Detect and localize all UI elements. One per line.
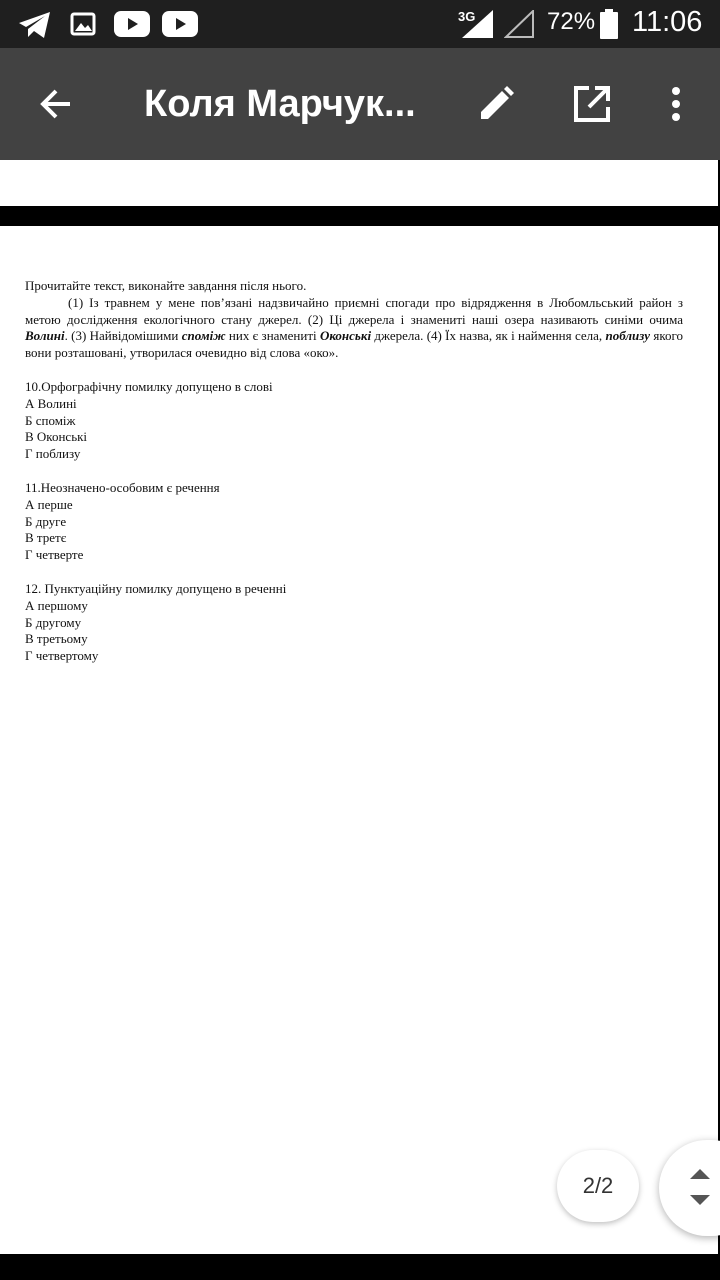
answer-option: В третьому xyxy=(25,631,88,647)
answer-option: А першому xyxy=(25,597,88,613)
clock: 11:06 xyxy=(632,6,703,38)
highlighted-word: Оконські xyxy=(319,328,372,344)
answer-option: Г поблизу xyxy=(25,446,81,462)
question-10 xyxy=(25,379,683,463)
answer-option: Б другому xyxy=(25,614,82,630)
current-page xyxy=(0,226,718,1254)
open-external-button[interactable] xyxy=(564,76,620,132)
battery-icon xyxy=(600,9,618,39)
answer-option: А Волині xyxy=(25,395,77,411)
page-content xyxy=(25,278,683,665)
answer-option: В третє xyxy=(25,530,67,546)
pencil-icon xyxy=(477,85,515,123)
battery-percent: 72% xyxy=(547,8,596,35)
youtube-icon xyxy=(114,11,150,37)
document-title: Коля Марчук... xyxy=(144,83,416,125)
arrow-back-icon xyxy=(39,87,73,121)
passage: (1) Із травнем у мене пов’язані надзвичайно приємні спогади про відрядження в Любомльський район з метою дослідження екологічного стану джерел. (2) Ці джерела і знамениті наші озера називають синіми очима Волині. (3) Найвідомішими споміж них є знамениті Оконські джерела. (4) Їх назва, як і наймення села, поблизу якого вони розташовані, утворилася очевидно від слова «око». xyxy=(25,294,684,361)
answer-option: Б друге xyxy=(25,513,67,529)
previous-page xyxy=(0,160,718,206)
page-indicator: 2/2 xyxy=(557,1150,639,1222)
answer-option: Б споміж xyxy=(25,412,76,428)
signal-empty-icon xyxy=(504,10,534,38)
scroll-updown-icon xyxy=(689,1167,711,1207)
answer-option: Г четверте xyxy=(25,547,84,563)
image-icon xyxy=(70,12,96,36)
youtube-icon xyxy=(162,11,198,37)
more-menu-button[interactable] xyxy=(648,76,704,132)
question-title: 12. Пунктуаційну помилку допущено в реченні xyxy=(25,580,287,596)
answer-option: В Оконські xyxy=(25,429,88,445)
more-vert-icon xyxy=(671,87,681,121)
intro-text: Прочитайте текст, виконайте завдання після нього. xyxy=(25,278,307,293)
answer-option: А перше xyxy=(25,496,73,512)
status-bar xyxy=(0,0,720,48)
answer-option: Г четвертому xyxy=(25,648,99,664)
signal-icon xyxy=(462,10,494,38)
document-viewer[interactable] xyxy=(0,160,720,1254)
back-button[interactable] xyxy=(28,76,84,132)
app-bar xyxy=(0,48,720,160)
telegram-icon xyxy=(18,11,52,39)
question-11 xyxy=(25,480,683,564)
question-12 xyxy=(25,581,683,665)
highlighted-word: Волині xyxy=(25,328,65,344)
bottom-edge xyxy=(0,1254,720,1280)
question-title: 10.Орфографічну помилку допущено в слові xyxy=(25,378,273,394)
highlighted-word: споміж xyxy=(181,328,226,344)
network-type: 3G xyxy=(458,9,476,24)
edit-button[interactable] xyxy=(468,76,524,132)
question-title: 11.Неозначено-особовим є речення xyxy=(25,479,220,495)
highlighted-word: поблизу xyxy=(605,328,651,344)
open-external-icon xyxy=(573,85,611,123)
